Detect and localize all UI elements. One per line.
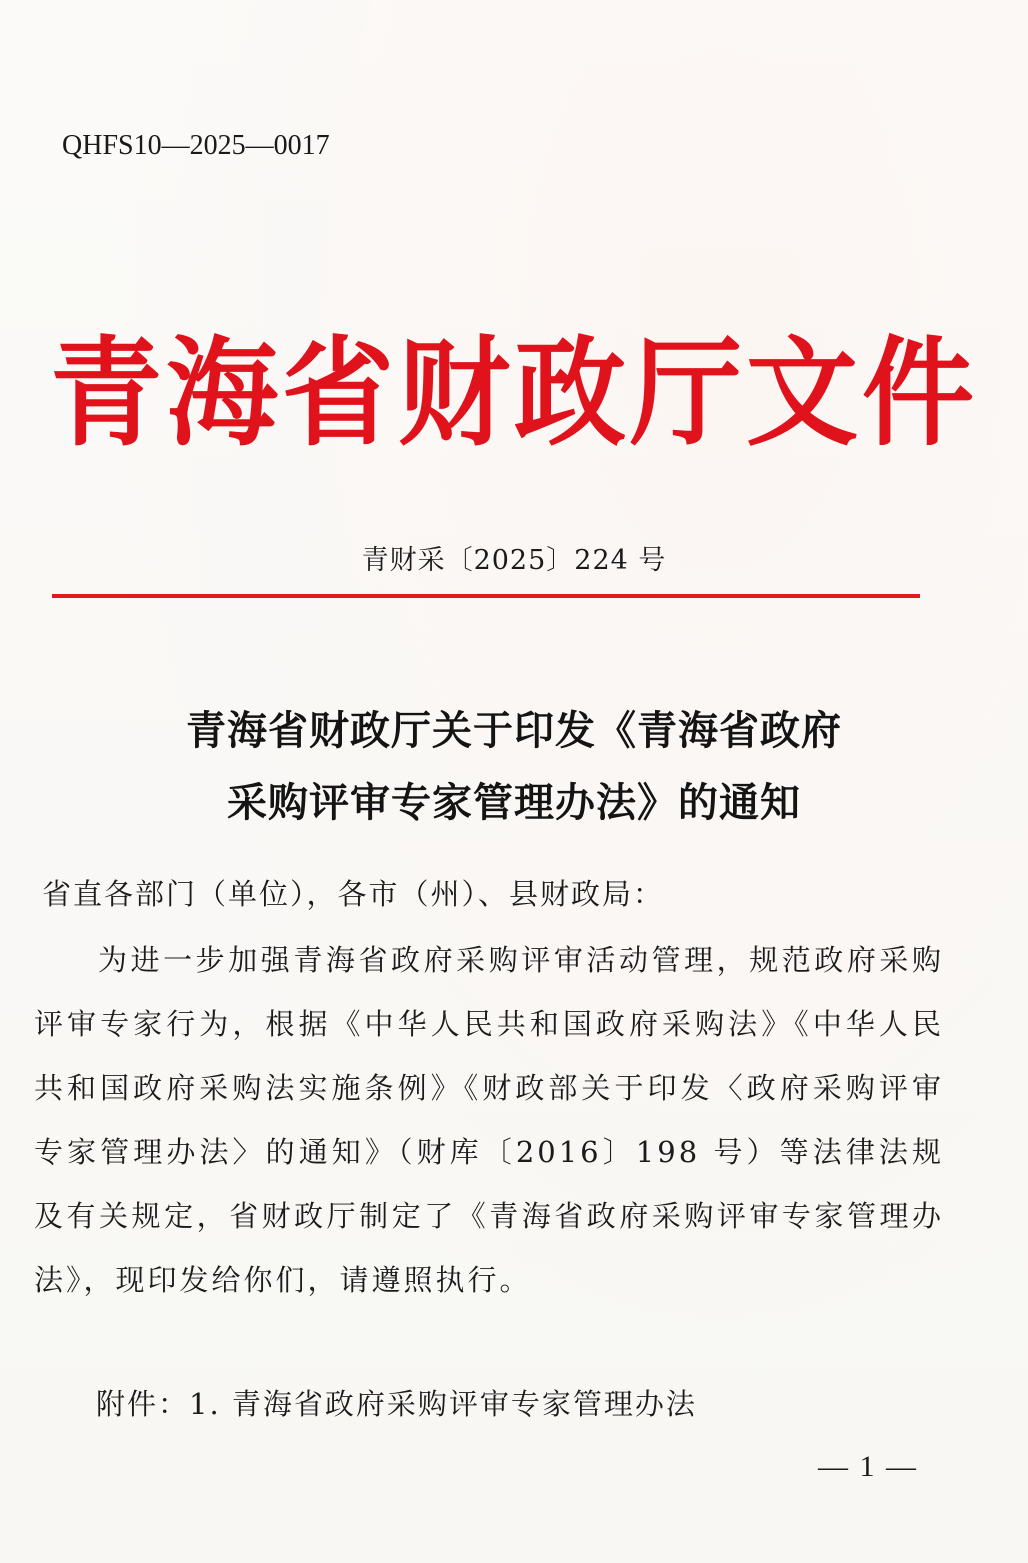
body-paragraph: 为进一步加强青海省政府采购评审活动管理，规范政府采购评审专家行为，根据《中华人民共和国政府采购法》《中华人民共和国政府采购法实施条例》《财政部关于印发〈政府采购评审专家管理办法〉的通知》（财库〔2016〕198 号）等法律法规及有关规定，省财政厅制定了《青海省政府采购评审专家管理办法》，现印发给你们，请遵照执行。: [34, 943, 944, 1297]
masthead-title: 青海省财政厅文件: [50, 324, 978, 463]
attachment-line: 附件：1. 青海省政府采购评审专家管理办法: [96, 1387, 697, 1421]
document-code: QHFS10—2025—0017: [62, 130, 330, 161]
notice-title-line-1: 青海省财政厅关于印发《青海省政府: [186, 708, 842, 754]
red-divider-rule: [52, 594, 920, 598]
page-number: — 1 —: [818, 1450, 918, 1483]
notice-title-line-2: 采购评审专家管理办法》的通知: [227, 780, 801, 826]
notice-title: [0, 695, 1028, 839]
issue-number: 青财采〔2025〕224 号: [361, 545, 667, 576]
salutation: 省直各部门（单位），各市（州）、县财政局：: [42, 877, 665, 911]
